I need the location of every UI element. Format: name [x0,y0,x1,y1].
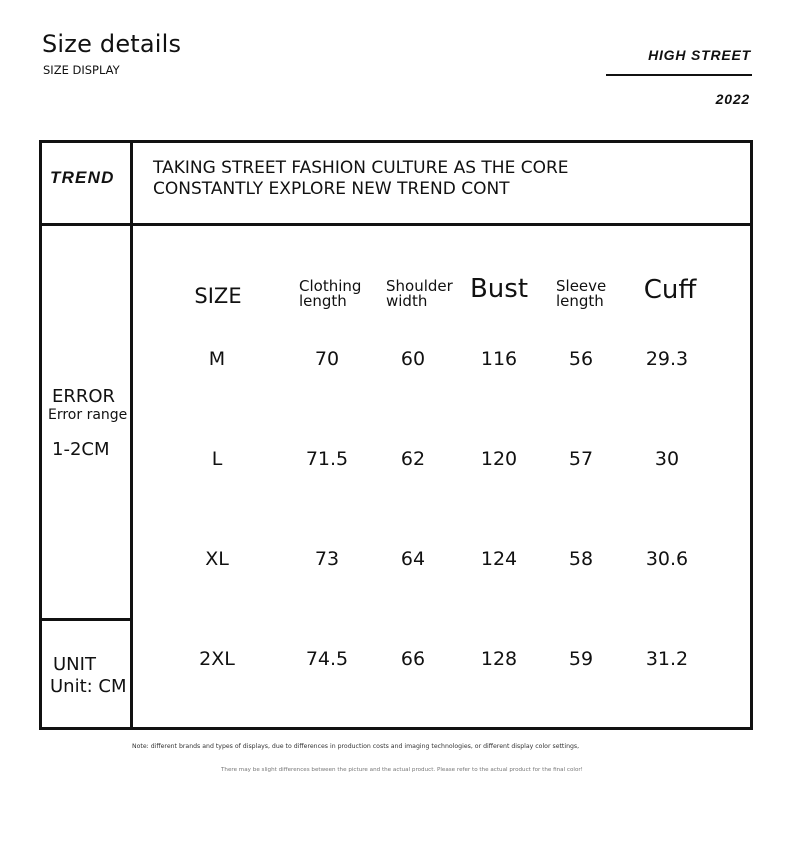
table-cell: 128 [480,648,518,670]
table-cell: 71.5 [305,448,349,470]
table-cell: 57 [568,448,594,470]
trend-label: TREND [50,168,115,187]
footer-note-1: Note: different brands and types of displays, due to differences in production costs and imaging technologies, or different display color settings, [132,743,580,750]
error-value: 1-2CM [52,439,110,460]
table-cell: 70 [314,348,340,370]
footer-note-2: There may be slight differences between the picture and the actual product. Please refer to the actual product for the final color! [221,767,583,773]
column-header-line: Shoulder [386,277,453,295]
error-subtitle: Error range [48,407,128,423]
brand-label: HIGH STREET [648,47,751,63]
table-cell: 64 [400,548,426,570]
table-cell: 73 [314,548,340,570]
banner-slogan-line1: TAKING STREET FASHION CULTURE AS THE CORE [153,158,569,178]
table-cell: M [208,348,226,370]
column-header-line: width [386,292,428,310]
table-cell: XL [205,548,229,570]
column-header-line: Clothing [299,277,362,295]
column-header-bust: Bust [469,274,529,304]
table-cell: 62 [400,448,426,470]
column-header-sleeve-length [556,279,606,309]
table-cell: 116 [480,348,518,370]
page-subtitle: SIZE DISPLAY [43,63,120,77]
column-header-shoulder-width [386,279,453,309]
column-header-line: Sleeve [556,277,607,295]
column-header-line: length [556,292,604,310]
column-header-clothing-length [299,279,361,309]
unit-value: Unit: CM [50,676,127,697]
table-cell: 60 [400,348,426,370]
table-cell: 74.5 [305,648,349,670]
size-table-frame [39,140,753,730]
table-cell: 29.3 [645,348,689,370]
table-cell: 120 [480,448,518,470]
table-cell: 2XL [199,648,235,670]
column-header-size: SIZE [194,284,242,308]
banner-divider [39,223,753,226]
brand-underline [606,74,752,76]
column-header-line: length [299,292,347,310]
page-title: Size details [42,30,182,58]
table-cell: 56 [568,348,594,370]
table-cell: 30.6 [645,548,689,570]
banner-slogan [153,158,569,200]
table-cell: 58 [568,548,594,570]
sidebar-section-divider [39,618,133,621]
sidebar-divider [130,140,133,730]
unit-title: UNIT [53,654,96,675]
table-cell: L [211,448,223,470]
table-cell: 31.2 [645,648,689,670]
error-title: ERROR [52,386,116,407]
table-cell: 66 [400,648,426,670]
column-header-cuff: Cuff [643,275,697,305]
banner-slogan-line2: CONSTANTLY EXPLORE NEW TREND CONT [153,179,510,199]
table-cell: 30 [654,448,680,470]
table-cell: 59 [568,648,594,670]
year-label: 2022 [715,91,750,107]
table-cell: 124 [480,548,518,570]
